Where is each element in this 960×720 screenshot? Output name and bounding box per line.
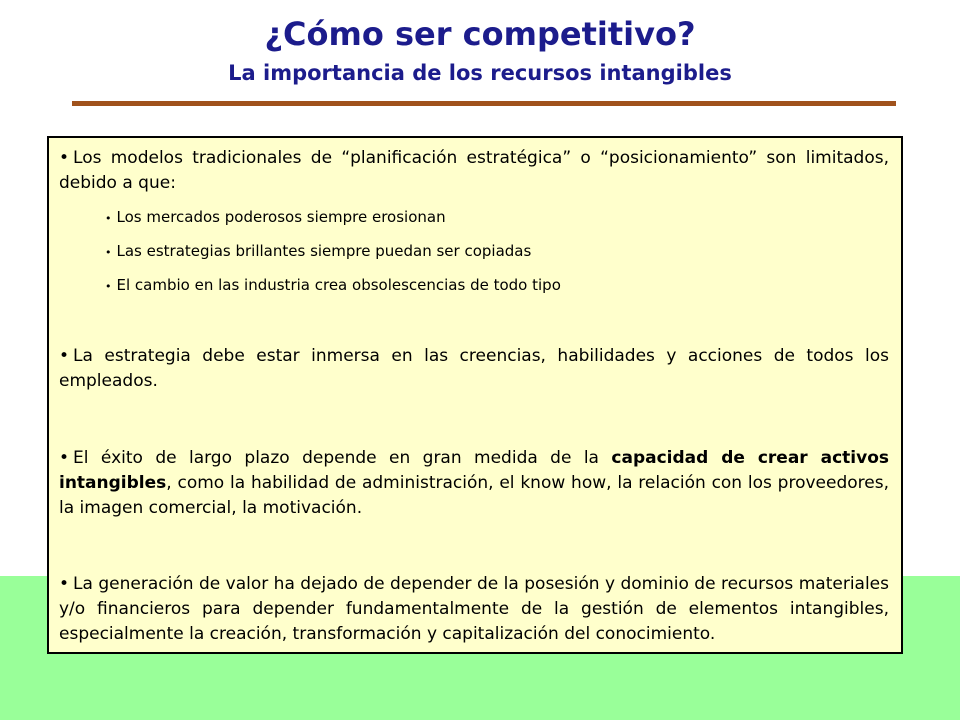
- bullet-3-text-bold: capacidad de crear activos intangibles: [59, 448, 889, 493]
- bullet-dot-icon: •: [59, 448, 70, 468]
- bullet-2-text: La estrategia debe estar inmersa en las creencias, habilidades y acciones de todos los empleados.: [59, 346, 889, 391]
- sub-bullet-3-text: El cambio en las industria crea obsolescencias de todo tipo: [116, 276, 561, 294]
- content-box: [47, 136, 903, 654]
- bullet-4-text: La generación de valor ha dejado de depender de la posesión y dominio de recursos materiales y/o financieros para depender fundamentalmente de la gestión de elementos intangibles, especialmente la creación, transformación y capitalización del conocimiento.: [59, 574, 889, 644]
- sub-bullet-3: [105, 274, 889, 298]
- sub-bullet-1: [105, 206, 889, 230]
- bullet-1: [59, 146, 889, 196]
- sub-bullet-1-text: Los mercados poderosos siempre erosionan: [116, 208, 446, 226]
- bullet-3-text-post: , como la habilidad de administración, el know how, la relación con los proveedores, la imagen comercial, la motivación.: [59, 473, 889, 518]
- sub-bullet-2: [105, 240, 889, 264]
- title-divider: [72, 101, 896, 106]
- slide-title: ¿Cómo ser competitivo?: [264, 15, 696, 53]
- bullet-2: [59, 344, 889, 394]
- bullet-dot-icon: •: [59, 148, 70, 168]
- bullet-dot-icon: •: [105, 280, 112, 293]
- bullet-3: [59, 446, 889, 521]
- bullet-dot-icon: •: [105, 212, 112, 225]
- bullet-dot-icon: •: [59, 346, 70, 366]
- bullet-3-text-pre: El éxito de largo plazo depende en gran medida de la: [73, 448, 612, 468]
- bullet-1-text: Los modelos tradicionales de “planificación estratégica” o “posicionamiento” son limitados, debido a que:: [59, 148, 889, 193]
- bullet-4: [59, 572, 889, 647]
- sub-bullet-2-text: Las estrategias brillantes siempre puedan ser copiadas: [116, 242, 532, 260]
- bullet-dot-icon: •: [105, 246, 112, 259]
- bullet-dot-icon: •: [59, 574, 70, 594]
- slide-subtitle: La importancia de los recursos intangibles: [228, 61, 732, 85]
